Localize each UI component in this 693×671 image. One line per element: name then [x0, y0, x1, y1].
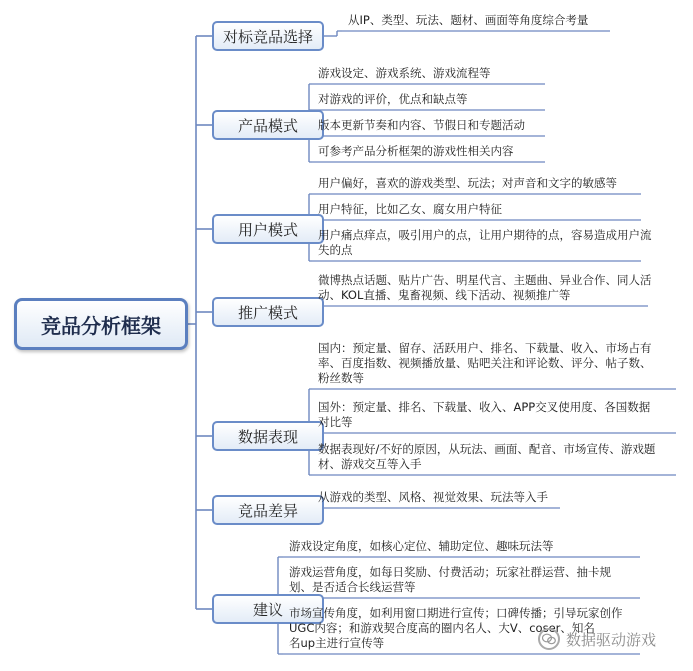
leaf-text: 粉丝数等: [318, 371, 364, 385]
wechat-logo-icon: [538, 628, 560, 650]
leaf-text: 从IP、类型、玩法、题材、画面等角度综合考量: [348, 13, 589, 27]
category-data-performance: 数据表现: [212, 421, 324, 451]
leaf-text: 游戏设定、游戏系统、游戏流程等: [318, 66, 491, 80]
leaf-item: [289, 539, 554, 554]
category-benchmark-selection: 对标竞品选择: [212, 21, 324, 51]
category-competitor-difference: 竞品差异: [212, 495, 324, 525]
leaf-text: 材、游戏交互等入手: [318, 457, 422, 471]
leaf-item: [348, 13, 588, 28]
root-node: 竞品分析框架: [14, 298, 188, 350]
leaf-text: 用户特征，比如乙女、腐女用户特征: [318, 202, 502, 216]
watermark-text: 数据驱动游戏: [566, 630, 657, 649]
leaf-item: [318, 341, 652, 386]
leaf-text: 率、百度指数、视频播放量、贴吧关注和评论数、评分、帖子数、: [318, 356, 652, 370]
leaf-item: [318, 202, 502, 217]
leaf-text: UGC内容；和游戏契合度高的圈内名人、大V、coser、知名: [289, 621, 595, 635]
category-suggestions: 建议: [212, 594, 324, 624]
category-promotion-model: 推广模式: [212, 297, 324, 327]
leaf-text: 国内：预定量、留存、活跃用户、排名、下载量、收入、市场占有: [318, 341, 652, 355]
leaf-text: 划、是否适合长线运营等: [289, 580, 416, 594]
leaf-text: 动、KOL直播、鬼畜视频、线下活动、视频推广等: [318, 288, 571, 302]
leaf-text: 游戏运营角度，如每日奖励、付费活动；玩家社群运营、抽卡规: [289, 565, 611, 579]
category-user-model: 用户模式: [212, 214, 324, 244]
leaf-item: [318, 176, 617, 191]
leaf-text: 微博热点话题、贴片广告、明星代言、主题曲、异业合作、同人活: [318, 273, 652, 287]
leaf-text: 对游戏的评价，优点和缺点等: [318, 92, 468, 106]
leaf-item: [318, 442, 655, 472]
leaf-text: 名up主进行宣传等: [289, 636, 385, 650]
leaf-text: 数据表现好/不好的原因，从玩法、画面、配音、市场宣传、游戏题: [318, 442, 656, 456]
leaf-text: 可参考产品分析框架的游戏性相关内容: [318, 144, 514, 158]
leaf-item: [318, 400, 650, 430]
leaf-item: [318, 92, 468, 107]
leaf-item: [318, 118, 525, 133]
leaf-text: 版本更新节奏和内容、节假日和专题活动: [318, 118, 525, 132]
leaf-text: 游戏设定角度，如核心定位、辅助定位、趣味玩法等: [289, 539, 554, 553]
leaf-text: 市场宣传角度，如利用窗口期进行宣传；口碑传播；引导玩家创作: [289, 606, 623, 620]
leaf-item: [318, 490, 548, 505]
leaf-text: 用户痛点痒点，吸引用户的点，让用户期待的点，容易造成用户流: [318, 228, 652, 242]
leaf-item: [318, 273, 652, 303]
leaf-item: [318, 144, 514, 159]
leaf-text: 用户偏好，喜欢的游戏类型、玩法；对声音和文字的敏感等: [318, 176, 617, 190]
leaf-text: 对比等: [318, 415, 353, 429]
leaf-text: 国外：预定量、排名、下载量、收入、APP交叉使用度、各国数据: [318, 400, 651, 414]
leaf-item: [318, 228, 652, 258]
leaf-item: [318, 66, 491, 81]
watermark: [538, 626, 656, 652]
leaf-text: 失的点: [318, 243, 353, 257]
leaf-item: [289, 565, 611, 595]
leaf-text: 从游戏的类型、风格、视觉效果、玩法等入手: [318, 490, 548, 504]
category-product-model: 产品模式: [212, 110, 324, 140]
